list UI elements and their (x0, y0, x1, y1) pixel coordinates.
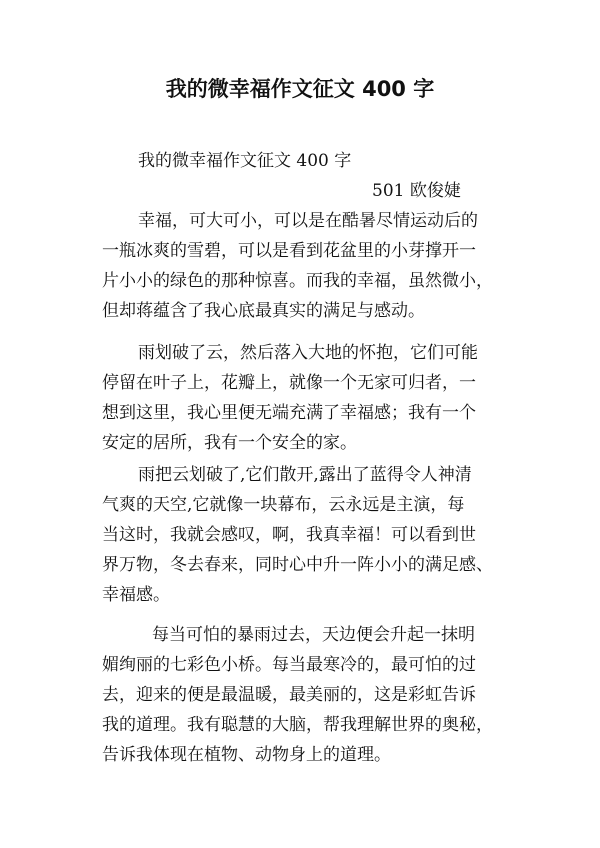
paragraph-line: 告诉我体现在植物、动物身上的道理。 (102, 745, 391, 765)
paragraph-2 (102, 338, 522, 458)
paragraph-line: 雨划破了云，然后落入大地的怀抱，它们可能 (138, 343, 478, 363)
paragraph-line: 一瓶冰爽的雪碧，可以是看到花盆里的小芽撑开一 (102, 241, 476, 261)
paragraph-line: 界万物，冬去春来，同时心中升一阵小小的满足感、 (102, 555, 493, 575)
paragraph-line: 气爽的天空,它就像一块幕布，云永远是主演，每 (102, 495, 465, 515)
paragraph-line: 当这时，我就会感叹，啊，我真幸福！可以看到世 (102, 525, 476, 545)
paragraph-line: 我的道理。我有聪慧的大脑，帮我理解世界的奥秘， (102, 715, 493, 735)
paragraph-line: 停留在叶子上，花瓣上，就像一个无家可归者，一 (102, 373, 476, 393)
paragraph-line: 想到这里，我心里便无端充满了幸福感；我有一个 (102, 403, 476, 423)
paragraph-line: 媚绚丽的七彩色小桥。每当最寒冷的，最可怕的过 (102, 655, 476, 675)
paragraph-line: 幸福感。 (102, 585, 170, 605)
document-title: 我的微幸福作文征文 400 字 (165, 77, 435, 101)
paragraph-line: 幸福，可大可小，可以是在酷暑尽情运动后的 (138, 211, 478, 231)
paragraph-line: 雨把云划破了,它们散开,露出了蓝得令人神清 (138, 465, 472, 485)
essay-subtitle: 我的微幸福作文征文 400 字 (138, 151, 352, 171)
paragraph-line: 片小小的绿色的那种惊喜。而我的幸福，虽然微小， (102, 271, 493, 291)
paragraph-line: 去，迎来的便是最温暖，最美丽的，这是彩虹告诉 (102, 685, 476, 705)
paragraph-3 (102, 460, 522, 610)
paragraph-4 (102, 620, 522, 770)
paragraph-line: 但却蒋蕴含了我心底最真实的满足与感动。 (102, 301, 425, 321)
paragraph-1 (102, 206, 522, 326)
paragraph-line: 安定的居所，我有一个安全的家。 (102, 433, 357, 453)
author-line: 501 欧俊婕 (372, 181, 461, 201)
paragraph-line: 每当可怕的暴雨过去，天边便会升起一抹明 (152, 625, 475, 645)
